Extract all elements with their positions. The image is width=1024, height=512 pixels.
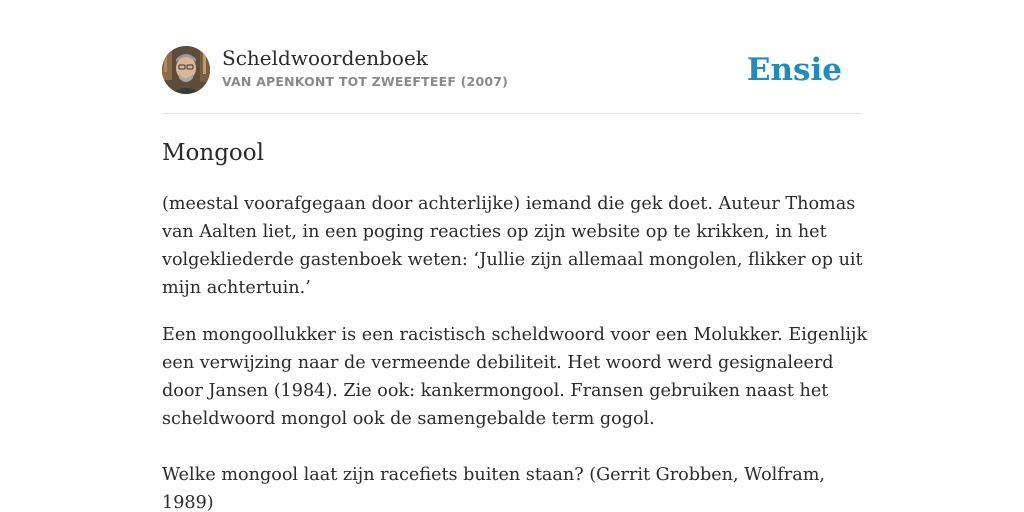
entry-paragraph: Een mongoollukker is een racistisch scheldwoord voor een Molukker. Eigenlijk een verwijzing naar de vermeende debiliteit. Het woord werd gesignaleerd door Jansen (1984). Zie ook: kankermongool. Fransen gebruiken naast het scheldwoord mongol ook de samengebalde term gogol.: [162, 325, 868, 429]
source-header: [162, 46, 862, 96]
header-divider: [162, 113, 862, 114]
entry-paragraph: (meestal voorafgegaan door achterlijke) iemand die gek doet. Auteur Thomas van Aalten liet, in een poging reacties op zijn website op te krikken, in het volgekliederde gastenboek weten: ‘Jullie zijn allemaal mongolen, flikker op uit mijn achtertuin.’: [162, 194, 863, 298]
entry-body: [162, 190, 868, 512]
entry-quote: Welke mongool laat zijn racefiets buiten staan? (Gerrit Grobben, Wolfram, 1989): [162, 465, 825, 512]
source-subtitle: VAN APENKONT TOT ZWEEFTEEF (2007): [222, 74, 509, 89]
entry-card: [162, 0, 868, 512]
ensie-logo[interactable]: Ensie: [746, 52, 842, 88]
author-portrait-icon: [162, 46, 210, 94]
author-avatar[interactable]: [162, 46, 210, 94]
entry-title: Mongool: [162, 140, 264, 166]
source-title[interactable]: Scheldwoordenboek: [222, 46, 428, 70]
